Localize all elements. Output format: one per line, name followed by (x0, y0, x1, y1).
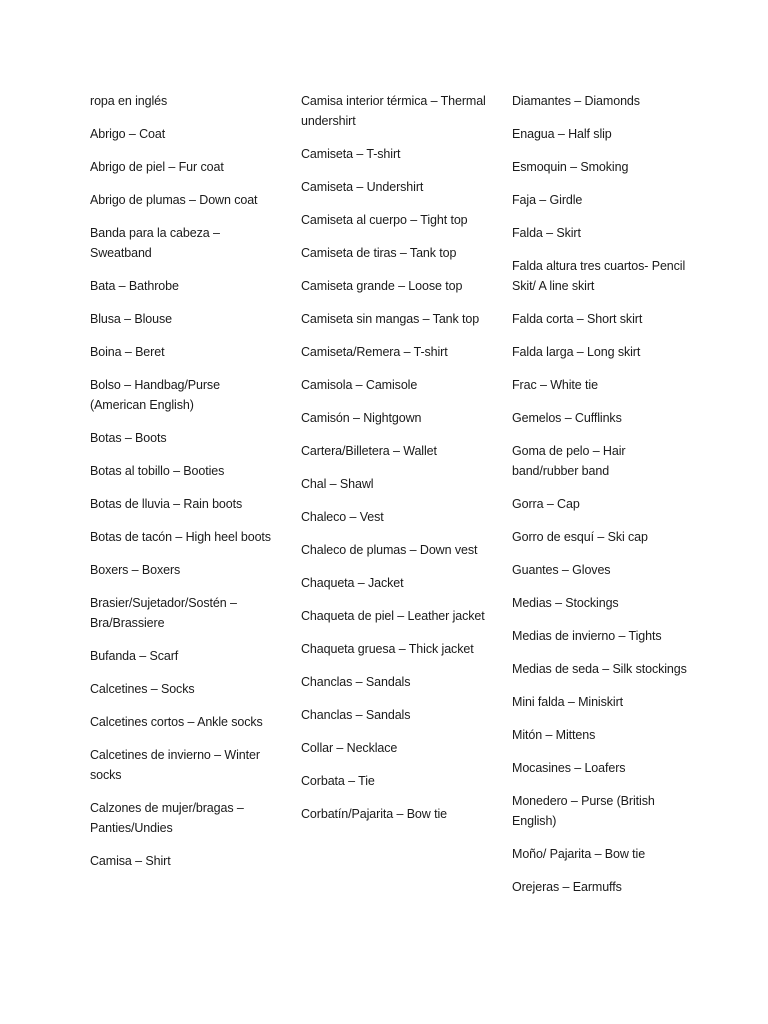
vocabulary-entry: Blusa – Blouse (90, 312, 172, 326)
vocabulary-entry: Mini falda – Miniskirt (512, 695, 624, 709)
vocabulary-entry: Bolso – Handbag/Purse (American English) (90, 378, 220, 412)
vocabulary-entry: Camisón – Nightgown (301, 411, 422, 425)
vocabulary-entry: Chal – Shawl (301, 477, 374, 491)
vocabulary-entry: Abrigo de piel – Fur coat (90, 160, 224, 174)
vocabulary-column-1 (90, 91, 275, 884)
vocabulary-entry: Bufanda – Scarf (90, 649, 179, 663)
vocabulary-entry: Falda larga – Long skirt (512, 345, 641, 359)
vocabulary-entry: Mocasines – Loafers (512, 761, 626, 775)
vocabulary-entry: Chaleco – Vest (301, 510, 384, 524)
vocabulary-entry: Bata – Bathrobe (90, 279, 179, 293)
vocabulary-column-3 (512, 91, 692, 910)
vocabulary-entry: Brasier/Sujetador/Sostén – Bra/Brassiere (90, 596, 237, 630)
vocabulary-entry: Falda altura tres cuartos- Pencil Skit/ A line skirt (512, 259, 686, 293)
vocabulary-entry: Camiseta grande – Loose top (301, 279, 463, 293)
vocabulary-entry: Moño/ Pajarita – Bow tie (512, 847, 646, 861)
vocabulary-entry: Botas de lluvia – Rain boots (90, 497, 243, 511)
vocabulary-entry: Gorro de esquí – Ski cap (512, 530, 648, 544)
vocabulary-entry: Calcetines de invierno – Winter socks (90, 748, 260, 782)
vocabulary-entry: Camisa – Shirt (90, 854, 171, 868)
vocabulary-entry: Orejeras – Earmuffs (512, 880, 622, 894)
vocabulary-entry: Goma de pelo – Hair band/rubber band (512, 444, 626, 478)
vocabulary-entry: Banda para la cabeza – Sweatband (90, 226, 220, 260)
document-heading: ropa en inglés (90, 94, 168, 108)
vocabulary-entry: Frac – White tie (512, 378, 598, 392)
vocabulary-entry: Chanclas – Sandals (301, 708, 411, 722)
vocabulary-entry: Calzones de mujer/bragas – Panties/Undies (90, 801, 244, 835)
vocabulary-entry: Gemelos – Cufflinks (512, 411, 622, 425)
vocabulary-entry: Esmoquin – Smoking (512, 160, 629, 174)
vocabulary-entry: Chaqueta gruesa – Thick jacket (301, 642, 474, 656)
vocabulary-entry: Calcetines – Socks (90, 682, 195, 696)
vocabulary-entry: Corbatín/Pajarita – Bow tie (301, 807, 447, 821)
vocabulary-column-2 (301, 91, 486, 837)
vocabulary-entry: Camiseta – T-shirt (301, 147, 401, 161)
vocabulary-entry: Botas – Boots (90, 431, 167, 445)
vocabulary-entry: Abrigo de plumas – Down coat (90, 193, 258, 207)
vocabulary-entry: Medias – Stockings (512, 596, 619, 610)
vocabulary-entry: Camisola – Camisole (301, 378, 418, 392)
vocabulary-entry: Camiseta de tiras – Tank top (301, 246, 457, 260)
vocabulary-entry: Camiseta sin mangas – Tank top (301, 312, 480, 326)
vocabulary-entry: Camisa interior térmica – Thermal undershirt (301, 94, 486, 128)
vocabulary-entry: Enagua – Half slip (512, 127, 612, 141)
vocabulary-entry: Monedero – Purse (British English) (512, 794, 655, 828)
vocabulary-entry: Collar – Necklace (301, 741, 398, 755)
vocabulary-entry: Camiseta/Remera – T-shirt (301, 345, 448, 359)
vocabulary-entry: Diamantes – Diamonds (512, 94, 640, 108)
vocabulary-entry: Chaqueta – Jacket (301, 576, 404, 590)
vocabulary-entry: Cartera/Billetera – Wallet (301, 444, 437, 458)
vocabulary-entry: Camiseta – Undershirt (301, 180, 424, 194)
vocabulary-entry: Chaleco de plumas – Down vest (301, 543, 478, 557)
vocabulary-entry: Falda – Skirt (512, 226, 581, 240)
vocabulary-entry: Chanclas – Sandals (301, 675, 411, 689)
vocabulary-entry: Boxers – Boxers (90, 563, 181, 577)
vocabulary-entry: Calcetines cortos – Ankle socks (90, 715, 263, 729)
vocabulary-entry: Medias de seda – Silk stockings (512, 662, 687, 676)
vocabulary-entry: Botas al tobillo – Booties (90, 464, 225, 478)
vocabulary-entry: Mitón – Mittens (512, 728, 596, 742)
vocabulary-entry: Guantes – Gloves (512, 563, 611, 577)
vocabulary-entry: Botas de tacón – High heel boots (90, 530, 271, 544)
vocabulary-entry: Boina – Beret (90, 345, 165, 359)
vocabulary-entry: Medias de invierno – Tights (512, 629, 662, 643)
vocabulary-entry: Gorra – Cap (512, 497, 580, 511)
vocabulary-entry: Camiseta al cuerpo – Tight top (301, 213, 468, 227)
vocabulary-entry: Chaqueta de piel – Leather jacket (301, 609, 485, 623)
vocabulary-entry: Falda corta – Short skirt (512, 312, 643, 326)
vocabulary-entry: Corbata – Tie (301, 774, 375, 788)
vocabulary-entry: Abrigo – Coat (90, 127, 166, 141)
vocabulary-entry: Faja – Girdle (512, 193, 583, 207)
